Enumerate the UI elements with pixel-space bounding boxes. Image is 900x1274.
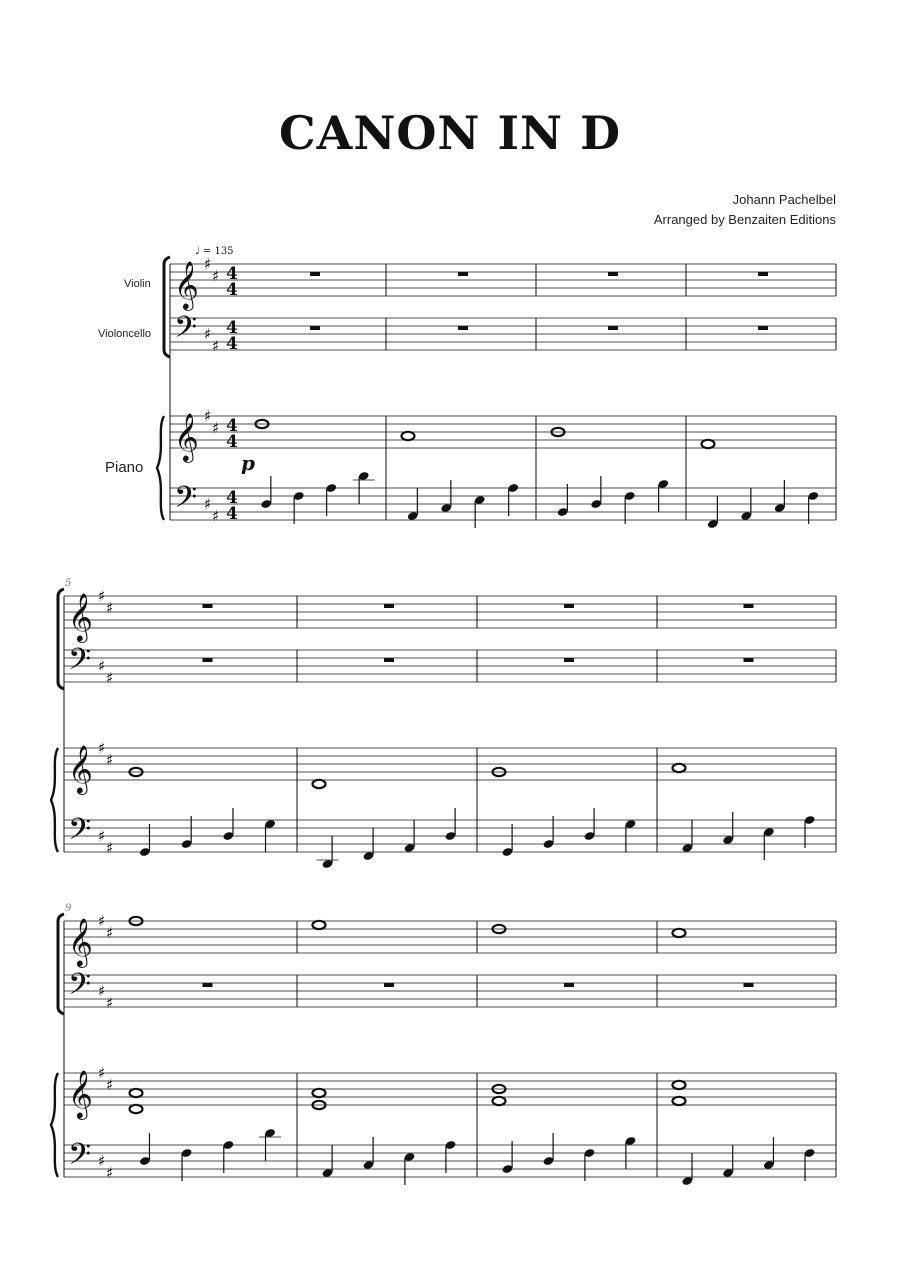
whole-rest — [608, 272, 618, 276]
whole-note — [313, 921, 326, 929]
sharp-icon: ♯ — [98, 827, 106, 845]
whole-note — [702, 440, 715, 448]
sharp-icon: ♯ — [98, 587, 106, 605]
whole-rest — [564, 658, 574, 662]
treble-clef-icon: 𝄞 — [174, 260, 199, 309]
ensemble-bracket — [58, 914, 64, 1014]
measure-number: 5 — [65, 578, 72, 589]
whole-note — [673, 1081, 686, 1089]
page-title: CANON IN D — [279, 106, 621, 160]
time-signature-bottom: 4 — [226, 334, 238, 354]
whole-rest — [384, 983, 394, 987]
bass-clef-icon: 𝄢 — [174, 481, 198, 522]
sharp-icon: ♯ — [212, 267, 220, 285]
bass-clef-icon: 𝄢 — [68, 1138, 92, 1179]
sharp-icon: ♯ — [106, 994, 114, 1012]
sharp-icon: ♯ — [204, 407, 212, 425]
treble-clef-icon: 𝄞 — [68, 592, 93, 641]
sharp-icon: ♯ — [212, 337, 220, 355]
bass-clef-icon: 𝄢 — [174, 311, 198, 352]
whole-rest — [564, 983, 574, 987]
time-signature-top: 4 — [226, 488, 238, 508]
time-signature-top: 4 — [226, 318, 238, 338]
whole-note — [313, 1089, 326, 1097]
piano-brace — [51, 1073, 58, 1177]
bass-clef-icon: 𝄢 — [68, 643, 92, 684]
time-signature-bottom: 4 — [226, 432, 238, 452]
whole-rest — [564, 604, 574, 608]
whole-note — [130, 1089, 143, 1097]
time-signature-bottom: 4 — [226, 504, 238, 524]
tempo-marking: ♩ = 135 — [195, 246, 234, 257]
sharp-icon: ♯ — [106, 1076, 114, 1094]
whole-rest — [608, 326, 618, 330]
whole-note — [673, 929, 686, 937]
whole-rest — [758, 326, 768, 330]
ensemble-bracket — [58, 589, 64, 689]
violoncello-label: Violoncello — [98, 328, 152, 340]
treble-clef-icon: 𝄞 — [68, 917, 93, 966]
whole-rest — [384, 658, 394, 662]
sharp-icon: ♯ — [106, 751, 114, 769]
bass-clef-icon: 𝄢 — [68, 968, 92, 1009]
whole-rest — [458, 326, 468, 330]
whole-rest — [758, 272, 768, 276]
sharp-icon: ♯ — [106, 1164, 114, 1182]
sharp-icon: ♯ — [98, 982, 106, 1000]
whole-rest — [203, 983, 213, 987]
whole-rest — [203, 658, 213, 662]
sharp-icon: ♯ — [98, 1152, 106, 1170]
sharp-icon: ♯ — [98, 912, 106, 930]
sharp-icon: ♯ — [212, 507, 220, 525]
violin-label: Violin — [124, 278, 151, 290]
sharp-icon: ♯ — [98, 739, 106, 757]
ensemble-bracket — [164, 257, 170, 357]
treble-clef-icon: 𝄞 — [68, 744, 93, 793]
sharp-icon: ♯ — [106, 924, 114, 942]
time-signature-bottom: 4 — [226, 280, 238, 300]
whole-rest — [744, 983, 754, 987]
sharp-icon: ♯ — [212, 419, 220, 437]
sharp-icon: ♯ — [106, 839, 114, 857]
piano-brace — [51, 748, 58, 852]
whole-rest — [310, 272, 320, 276]
dynamic-marking: p — [241, 451, 255, 475]
whole-rest — [744, 604, 754, 608]
whole-rest — [384, 604, 394, 608]
arranger-credit: Arranged by Benzaiten Editions — [653, 212, 836, 227]
whole-rest — [744, 658, 754, 662]
whole-rest — [310, 326, 320, 330]
sharp-icon: ♯ — [98, 1064, 106, 1082]
treble-clef-icon: 𝄞 — [68, 1069, 93, 1118]
whole-rest — [203, 604, 213, 608]
whole-note — [673, 764, 686, 772]
measure-number: 9 — [65, 903, 72, 914]
sharp-icon: ♯ — [204, 495, 212, 513]
sharp-icon: ♯ — [204, 325, 212, 343]
sharp-icon: ♯ — [98, 657, 106, 675]
sharp-icon: ♯ — [106, 599, 114, 617]
whole-note — [402, 432, 415, 440]
time-signature-top: 4 — [226, 416, 238, 436]
composer-credit: Johann Pachelbel — [732, 192, 836, 207]
piano-brace — [157, 416, 164, 520]
whole-note — [130, 1105, 143, 1113]
treble-clef-icon: 𝄞 — [174, 412, 199, 461]
sharp-icon: ♯ — [106, 669, 114, 687]
whole-note — [493, 1097, 506, 1105]
time-signature-top: 4 — [226, 264, 238, 284]
whole-note — [313, 780, 326, 788]
piano-label: Piano — [105, 459, 144, 476]
whole-rest — [458, 272, 468, 276]
whole-note — [673, 1097, 686, 1105]
bass-clef-icon: 𝄢 — [68, 813, 92, 854]
sharp-icon: ♯ — [204, 255, 212, 273]
